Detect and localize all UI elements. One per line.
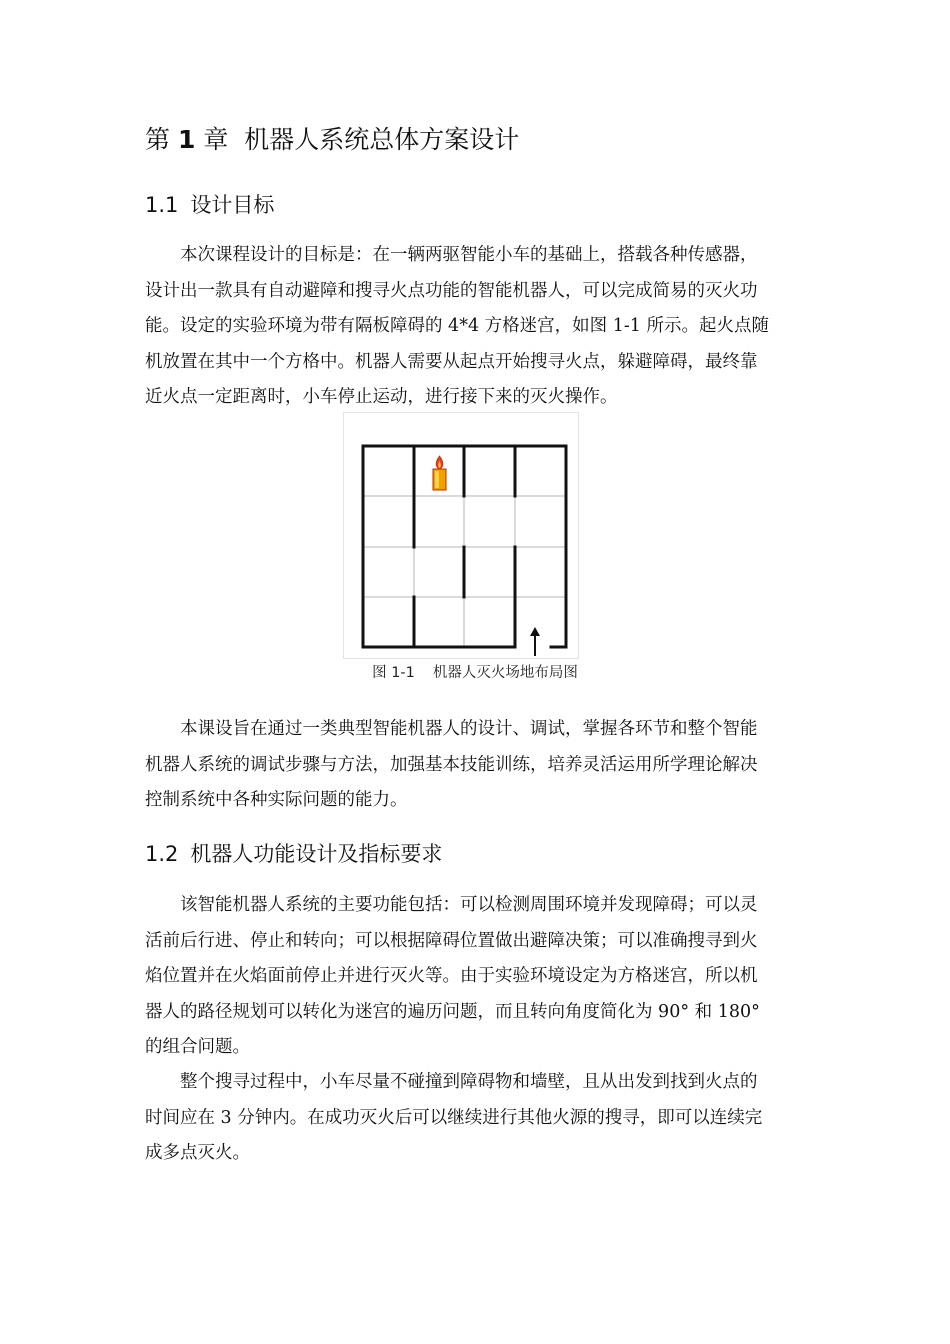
text-line: 机放置在其中一个方格中。机器人需要从起点开始搜寻火点，躲避障碍，最终靠 [145,351,758,372]
text-line: 控制系统中各种实际问题的能力。 [145,790,408,810]
chapter-number: 1 [177,125,196,154]
figure-caption-text: 机器人灭火场地布局图 [432,665,578,681]
text-line: 本次课程设计的目标是：在一辆两驱智能小车的基础上，搭载各种传感器， [180,245,758,265]
text-line: 能。设定的实验环境为带有隔板障碍的 4*4 方格迷宫，如图 1-1 所示。起火点随 [145,316,769,336]
maze-diagram [344,413,580,660]
maze-figure [343,412,579,659]
text-line: 机器人系统的调试步骤与方法，加强基本技能训练，培养灵活运用所学理论解决 [145,754,758,775]
text-line: 本课设旨在通过一类典型智能机器人的设计、调试，掌握各环节和整个智能 [180,719,758,739]
text-line: 该智能机器人系统的主要功能包括：可以检测周围环境并发现障碍；可以灵 [180,895,758,915]
section-title: 机器人功能设计及指标要求 [190,842,443,866]
candle-flame-icon [433,456,446,490]
chapter-suffix: 章 [203,125,229,154]
up-arrow-icon [530,627,540,656]
chapter-title [145,121,519,159]
chapter-prefix: 第 [145,125,171,154]
text-line: 整个搜寻过程中，小车尽量不碰撞到障碍物和墙壁，且从出发到找到火点的 [180,1072,758,1092]
figure-caption [0,662,950,684]
paragraph-design-goal [145,238,807,416]
section-heading-1-1 [145,189,274,221]
text-line: 成多点灭火。 [145,1143,250,1163]
chapter-title-text: 机器人系统总体方案设计 [244,125,520,154]
paragraph-course-purpose [145,712,807,819]
section-number: 1.2 [145,842,179,866]
text-line: 的组合问题。 [145,1037,250,1057]
text-line: 近火点一定距离时，小车停止运动，进行接下来的灭火操作。 [145,387,618,407]
text-line: 活前后行进、停止和转向；可以根据障碍位置做出避障决策；可以准确搜寻到火 [145,930,758,951]
section-heading-1-2 [145,838,442,870]
text-line: 器人的路径规划可以转化为迷宫的遍历问题，而且转向角度简化为 90° 和 180° [145,1001,760,1022]
text-line: 焰位置并在火焰面前停止并进行灭火等。由于实验环境设定为方格迷宫，所以机 [145,966,758,986]
figure-number: 图 1-1 [372,665,415,681]
text-line: 时间应在 3 分钟内。在成功灭火后可以继续进行其他火源的搜寻，即可以连续完 [145,1107,763,1128]
section-title: 设计目标 [190,193,275,217]
section-number: 1.1 [145,193,179,217]
paragraph-functions [145,888,807,1066]
paragraph-requirements [145,1065,807,1172]
text-line: 设计出一款具有自动避障和搜寻火点功能的智能机器人，可以完成简易的灭火功 [145,280,758,301]
